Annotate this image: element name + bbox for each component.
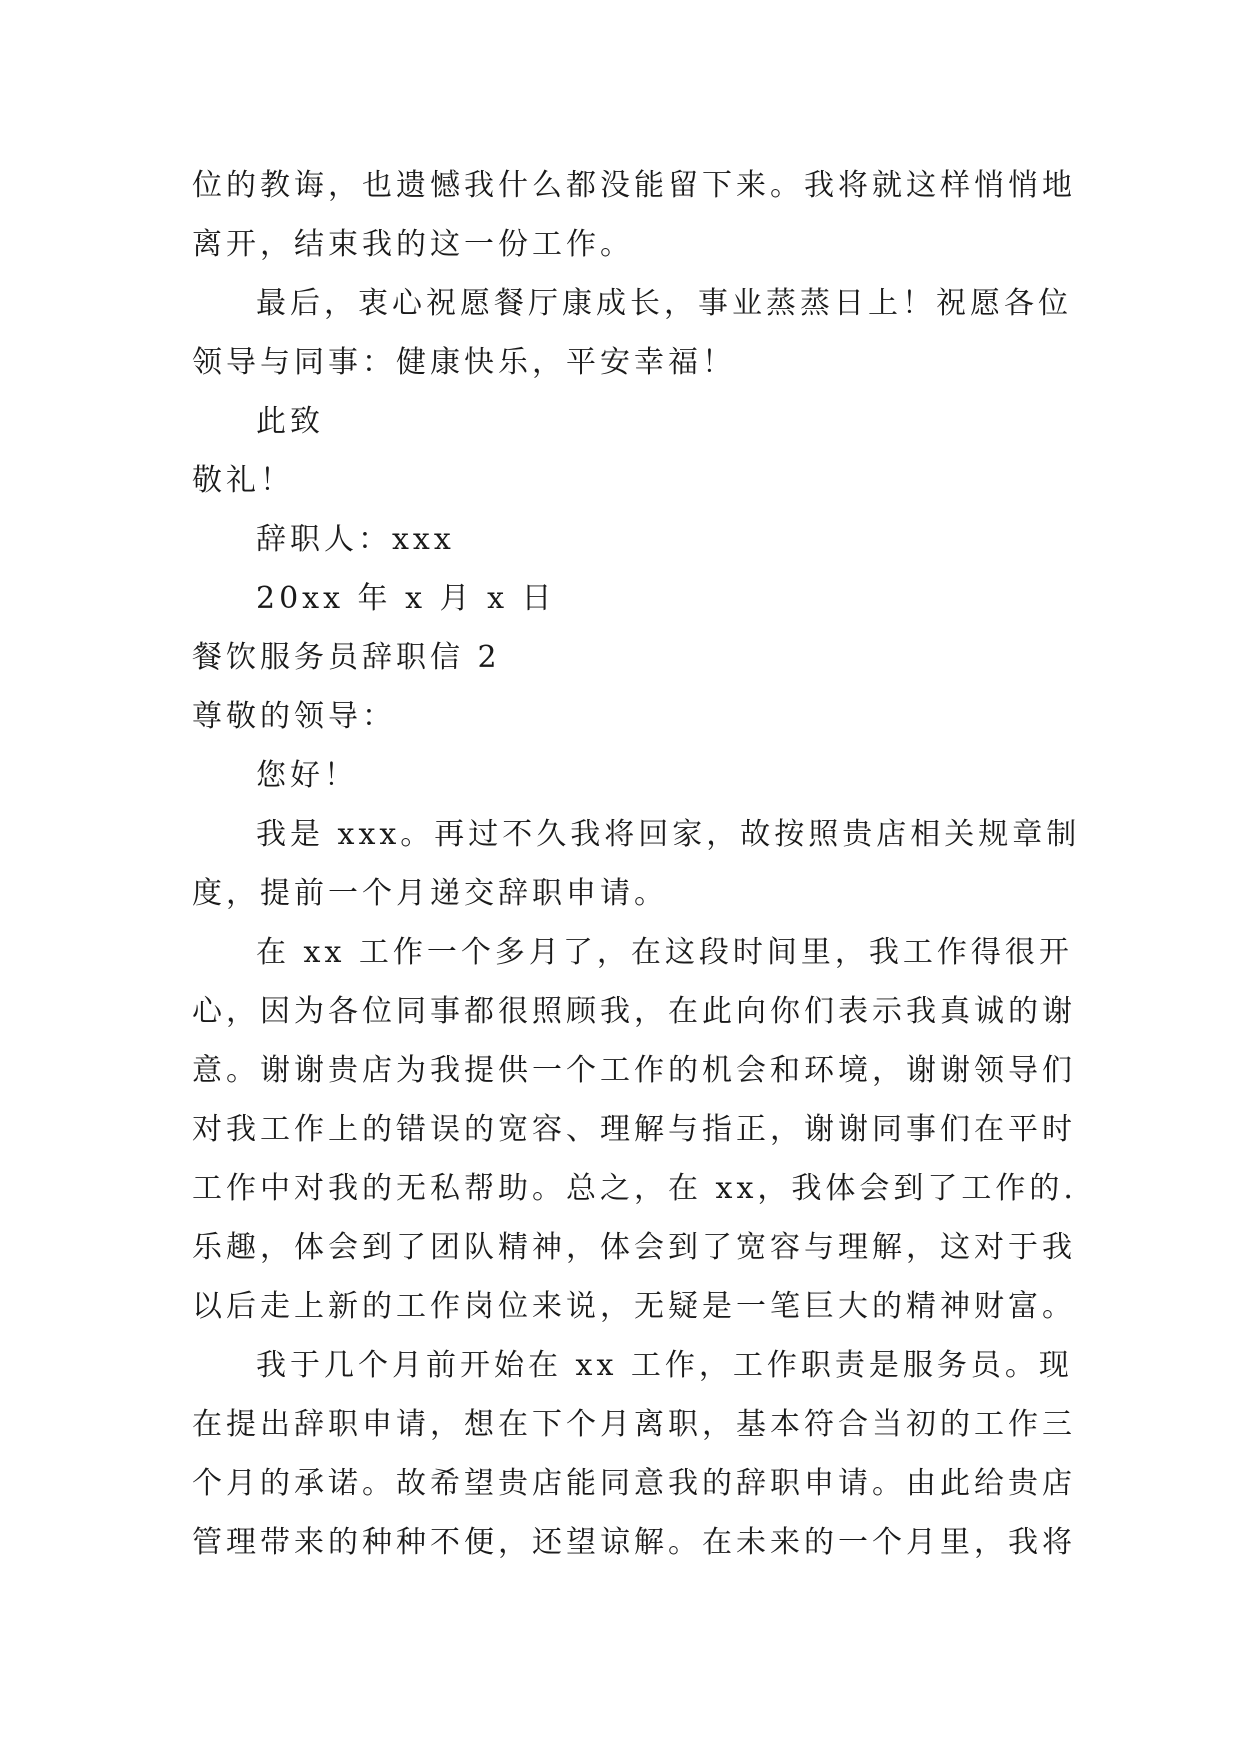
text-line: 我是 xxx。再过不久我将回家，故按照贵店相关规章制 (256, 817, 1081, 852)
text-line: 在提出辞职申请，想在下个月离职，基本符合当初的工作三 (192, 1407, 1076, 1442)
text-line: 离开，结束我的这一份工作。 (192, 227, 634, 262)
document-body (192, 156, 1081, 1572)
text-line: 心，因为各位同事都很照顾我，在此向你们表示我真诚的谢 (192, 994, 1076, 1029)
text-line: 最后，衷心祝愿餐厅康成长，事业蒸蒸日上！祝愿各位 (256, 286, 1072, 321)
text-line: 以后走上新的工作岗位来说，无疑是一笔巨大的精神财富。 (192, 1289, 1076, 1324)
text-line: 位的教诲，也遗憾我什么都没能留下来。我将就这样悄悄地 (192, 168, 1076, 203)
text-line: 对我工作上的错误的宽容、理解与指正，谢谢同事们在平时 (192, 1112, 1076, 1147)
text-line: 管理带来的种种不便，还望谅解。在未来的一个月里，我将 (192, 1525, 1076, 1560)
text-line: 餐饮服务员辞职信 2 (192, 640, 501, 675)
text-line: 尊敬的领导： (192, 699, 396, 734)
text-line: 您好！ (256, 758, 358, 793)
text-line: 个月的承诺。故希望贵店能同意我的辞职申请。由此给贵店 (192, 1466, 1076, 1501)
text-line: 领导与同事：健康快乐，平安幸福！ (192, 345, 736, 380)
text-line: 敬礼！ (192, 463, 294, 498)
text-line: 乐趣，体会到了团队精神，体会到了宽容与理解，这对于我 (192, 1230, 1076, 1265)
text-line: 我于几个月前开始在 xx 工作，工作职责是服务员。现 (256, 1348, 1073, 1383)
text-line: 意。谢谢贵店为我提供一个工作的机会和环境，谢谢领导们 (192, 1053, 1076, 1088)
text-line: 在 xx 工作一个多月了，在这段时间里，我工作得很开 (256, 935, 1073, 970)
text-line: 工作中对我的无私帮助。总之，在 xx，我体会到了工作的. (192, 1171, 1077, 1206)
text-line: 此致 (256, 404, 324, 439)
text-line: 度，提前一个月递交辞职申请。 (192, 876, 668, 911)
text-line: 辞职人：xxx (256, 522, 455, 557)
text-line: 20xx 年 x 月 x 日 (256, 581, 556, 616)
